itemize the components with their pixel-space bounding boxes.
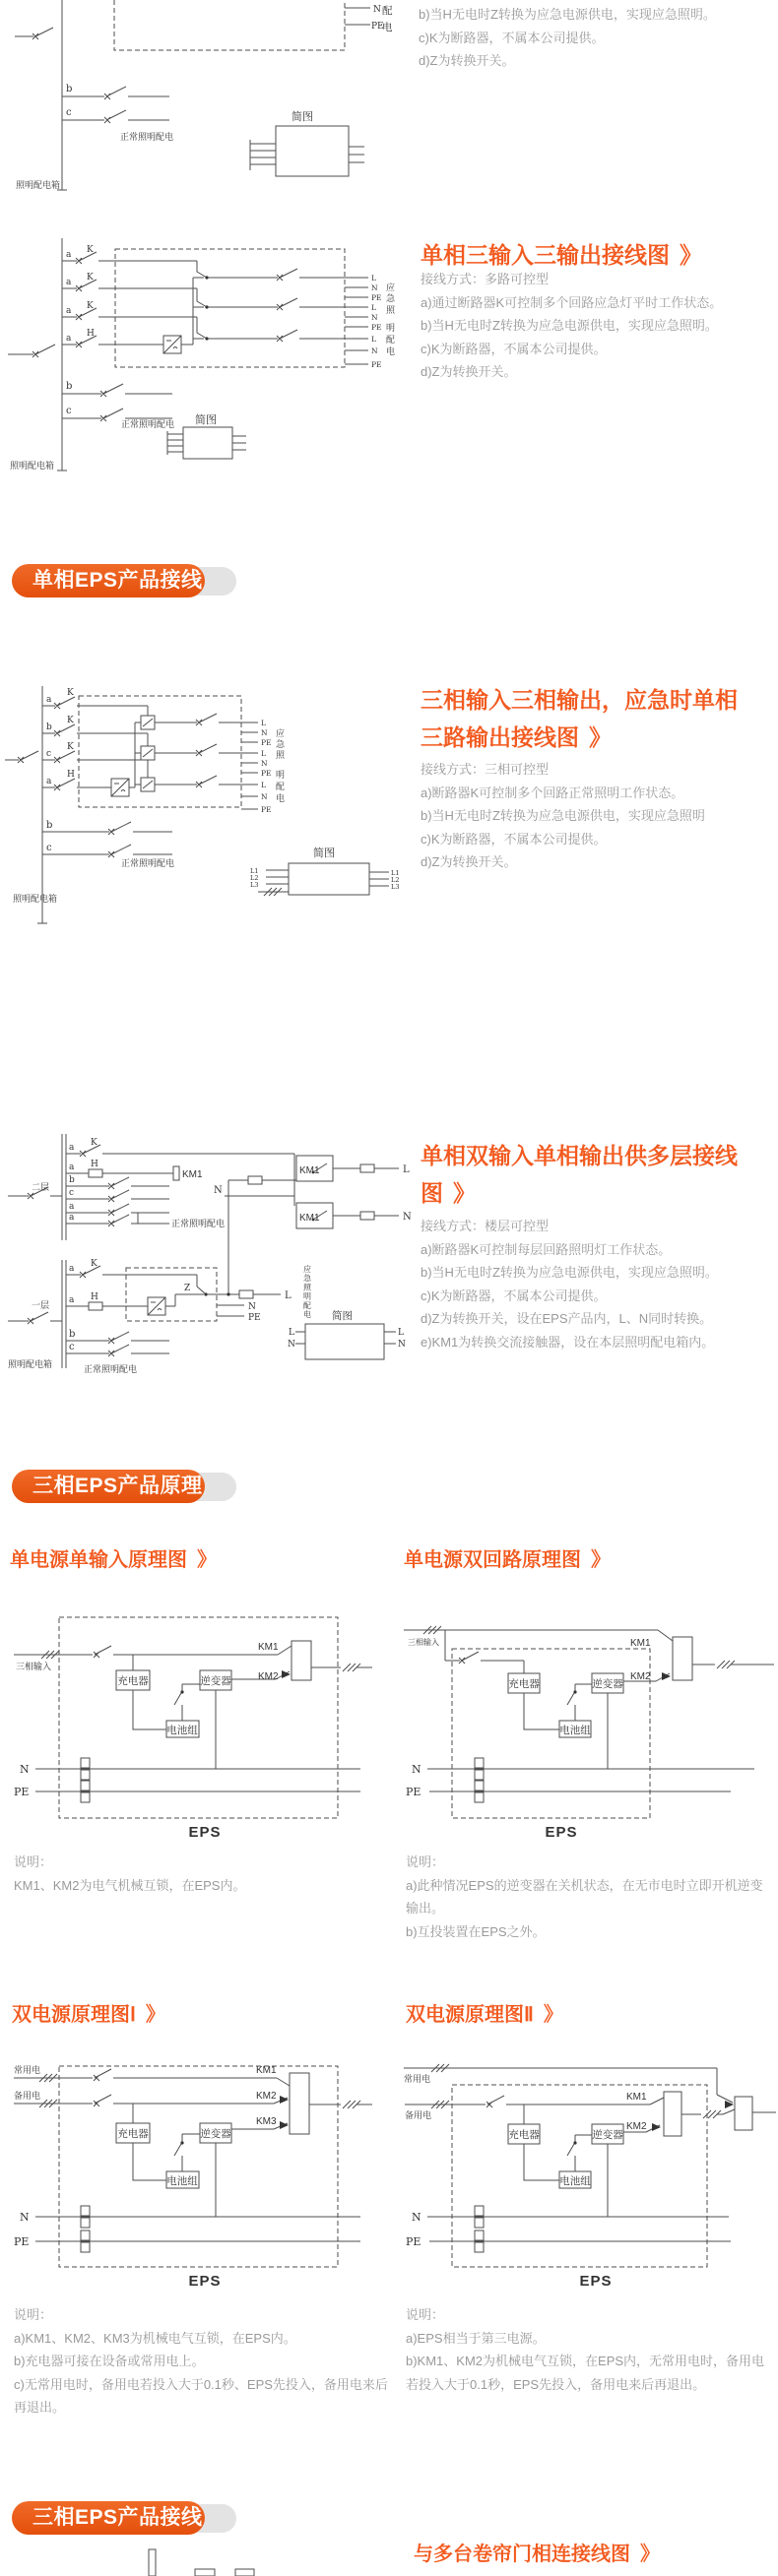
diagram-label: 明 xyxy=(276,770,286,780)
diagram-label: 应 xyxy=(276,728,286,738)
section-notes xyxy=(421,268,775,384)
diagram-single-source-single-input xyxy=(0,1590,394,1846)
diagram-single-source-dual-circuit xyxy=(384,1590,778,1846)
section-title-text: 双电源原理图Ⅱ xyxy=(406,2004,534,2026)
diagram-label: 电 xyxy=(276,793,286,803)
note-head: 说明： xyxy=(14,2307,53,2322)
diagram-label: N xyxy=(412,1763,421,1776)
diagram-label: 三相输入 xyxy=(16,1662,52,1671)
diagram-label: 正常照明配电 xyxy=(171,1219,226,1228)
banner-label: 三相EPS产品接线图 xyxy=(12,2501,205,2535)
section-title xyxy=(421,681,775,756)
diagram-label: 充电器 xyxy=(508,1678,540,1690)
diagram-label: a xyxy=(66,334,72,344)
banner-single-phase-eps xyxy=(12,564,238,625)
diagram-label: PE xyxy=(371,22,384,31)
diagram-label: N xyxy=(371,283,378,292)
diagram-label: K xyxy=(91,1259,97,1269)
diagram-label: a xyxy=(66,278,72,287)
diagram-label: a xyxy=(69,1202,75,1212)
note-line: c)K为断路器，不属本公司提供。 xyxy=(421,341,607,356)
diagram-3phase-in-out-emergency xyxy=(0,679,414,930)
section-title-text: 图 xyxy=(421,1180,443,1206)
chevron-icon: 》 xyxy=(197,1549,215,1571)
note-line: c)K为断路器，不属本公司提供。 xyxy=(421,1288,607,1303)
section-title xyxy=(10,1545,215,1575)
diagram-top-fragment xyxy=(0,0,414,197)
diagram-label: 充电器 xyxy=(508,2129,540,2141)
diagram-roller-door-fragment xyxy=(128,2545,453,2576)
diagram-label: 简图 xyxy=(313,848,335,859)
diagram-label: PE xyxy=(406,1786,421,1798)
diagram-label: b xyxy=(66,84,73,94)
diagram-label: 二层 xyxy=(32,1182,50,1192)
diagram-label: N xyxy=(373,5,381,15)
note-head: 说明： xyxy=(14,1854,53,1869)
diagram-label: EPS xyxy=(188,1824,222,1841)
diagram-label: 逆变器 xyxy=(592,1678,623,1690)
diagram-label: PE xyxy=(371,360,382,369)
diagram-label: c xyxy=(69,1188,75,1198)
diagram-label: PE xyxy=(248,1313,261,1323)
note-line: e)KM1为转换交流接触器，设在本层照明配电箱内。 xyxy=(421,1334,715,1350)
section-title xyxy=(421,1137,775,1212)
note-line: c)无常用电时，备用电若投入大于0.1秒、EPS先投入，备用电来后再退出。 xyxy=(14,2376,388,2415)
diagram-label: 电池组 xyxy=(559,2175,591,2187)
chevron-icon: 》 xyxy=(543,2004,561,2026)
diagram-label: L1 xyxy=(250,867,259,875)
diagram-label: N xyxy=(288,1340,295,1350)
diagram-label: c xyxy=(69,1342,75,1352)
section-title-text: 与多台卷帘门相连接线图 xyxy=(414,2544,630,2565)
diagram-label: KM1 xyxy=(256,2065,277,2076)
diagram-label: H xyxy=(87,329,95,339)
diagram-label: L xyxy=(289,1328,294,1338)
diagram-label: L xyxy=(371,274,376,283)
note-line: a)断路器K可控制多个回路正常照明工作状态。 xyxy=(421,785,684,800)
note-line: d)Z为转换开关。 xyxy=(421,364,517,379)
diagram-label: KM1 xyxy=(626,2092,647,2103)
diagram-label: N xyxy=(398,1340,406,1350)
note-line: d)Z为转换开关，设在EPS产品内，L、N同时转换。 xyxy=(421,1311,713,1326)
diagram-label: H xyxy=(67,770,75,780)
diagram-label: 正常照明配电 xyxy=(121,419,175,429)
note-line: b)当H无电时Z转换为应急电源供电，实现应急照明。 xyxy=(419,7,716,22)
diagram-label: KM2 xyxy=(256,2091,277,2102)
section-notes xyxy=(14,1851,378,1897)
diagram-label: KM2 xyxy=(630,1671,651,1682)
diagram-label: PE xyxy=(406,2235,421,2248)
diagram-label: 备用电 xyxy=(14,2091,41,2101)
section-title-text: 双电源原理图Ⅰ xyxy=(12,2004,136,2026)
note-line: a)KM1、KM2、KM3为机械电气互锁，在EPS内。 xyxy=(14,2330,296,2346)
diagram-label: K xyxy=(67,716,74,725)
diagram-label: KM1 xyxy=(258,1642,279,1653)
diagram-label: 备用电 xyxy=(405,2110,432,2120)
diagram-label: L xyxy=(285,1290,292,1301)
diagram-label: Z xyxy=(184,1284,191,1293)
chevron-icon: 》 xyxy=(680,242,700,268)
note-line: c)K为断路器，不属本公司提供。 xyxy=(419,30,605,45)
diagram-label: 照 xyxy=(386,305,396,315)
note-line: b)互投装置在EPS之外。 xyxy=(406,1923,546,1939)
diagram-dual-input-multi-floor xyxy=(0,1127,414,1378)
banner-3phase-eps-principle xyxy=(12,1470,238,1531)
diagram-label: 配 xyxy=(386,335,396,345)
diagram-label: N xyxy=(214,1185,223,1196)
diagram-label: N xyxy=(261,759,268,768)
diagram-label: 常用电 xyxy=(14,2065,41,2075)
top-notes xyxy=(419,3,773,73)
diagram-label: a xyxy=(46,695,52,705)
diagram-label: KM1 xyxy=(182,1169,203,1180)
diagram-label: N xyxy=(371,346,378,355)
diagram-label: KM1 xyxy=(630,1638,651,1649)
diagram-label: b xyxy=(69,1175,75,1185)
diagram-label: L xyxy=(371,303,376,312)
diagram-label: b xyxy=(69,1329,76,1340)
diagram-label: N xyxy=(248,1302,256,1312)
diagram-label: 正常照明配电 xyxy=(120,132,174,142)
diagram-label: PE xyxy=(371,293,382,302)
note-head: 说明： xyxy=(406,2307,445,2322)
diagram-label: 照明配电箱 xyxy=(13,894,58,904)
note-line: 接线方式：三相可控型 xyxy=(421,762,550,777)
diagram-label: L xyxy=(261,781,266,789)
section-title-text: 单电源双回路原理图 xyxy=(404,1549,581,1571)
diagram-label: a xyxy=(66,250,72,260)
chevron-icon: 》 xyxy=(591,1549,609,1571)
diagram-label: 急 xyxy=(276,739,286,749)
diagram-label: 正常照明配电 xyxy=(84,1364,138,1374)
diagram-label: H xyxy=(91,1292,98,1302)
diagram-label: 照明配电箱 xyxy=(8,1359,53,1369)
note-line: 接线方式：楼层可控型 xyxy=(421,1219,550,1233)
section-title xyxy=(406,2000,561,2030)
diagram-label: L1 xyxy=(391,869,400,877)
note-line: d)Z为转换开关。 xyxy=(419,53,515,68)
diagram-label: a xyxy=(69,1295,75,1305)
diagram-label: L xyxy=(261,719,266,727)
note-line: 接线方式：多路可控型 xyxy=(421,272,550,286)
diagram-label: 充电器 xyxy=(117,1675,149,1687)
diagram-label: 电池组 xyxy=(166,2175,198,2187)
diagram-dual-source-1 xyxy=(0,2038,394,2323)
diagram-label: 电池组 xyxy=(166,1725,198,1736)
note-line: b)KM1、KM2为机械电气互锁，在EPS内，无常用电时，备用电若投入大于0.1秒，EPS先投入，备用电来后再退出。 xyxy=(406,2354,765,2392)
note-head: 说明： xyxy=(406,1854,445,1869)
diagram-label: c xyxy=(66,107,72,118)
section-notes xyxy=(421,1215,777,1353)
diagram-label: EPS xyxy=(579,2273,613,2290)
diagram-label: KM2 xyxy=(258,1671,279,1682)
chevron-icon: 》 xyxy=(145,2004,163,2026)
diagram-label: a xyxy=(69,1213,75,1223)
diagram-label: 简图 xyxy=(292,111,313,123)
diagram-label: K xyxy=(87,301,94,311)
diagram-label: KM3 xyxy=(256,2116,277,2127)
section-title xyxy=(12,2000,163,2030)
diagram-label: N xyxy=(20,2211,30,2224)
diagram-label: PE xyxy=(14,2235,30,2248)
section-title xyxy=(404,1545,609,1575)
chevron-icon: 》 xyxy=(453,1180,474,1206)
diagram-label: 配 xyxy=(382,5,393,17)
diagram-label: PE xyxy=(261,805,272,814)
diagram-label: a xyxy=(66,306,72,316)
diagram-single-phase-3in-3out xyxy=(0,236,414,477)
diagram-label: PE xyxy=(261,769,272,778)
diagram-label: EPS xyxy=(545,1824,578,1841)
note-line: d)Z为转换开关。 xyxy=(421,854,517,869)
diagram-label: L3 xyxy=(391,883,400,891)
note-line: b)当H无电时Z转换为应急电源供电，实现应急照明。 xyxy=(421,1265,718,1280)
note-line: b)充电器可接在设备或常用电上。 xyxy=(14,2354,205,2368)
diagram-label: N xyxy=(20,1763,30,1776)
diagram-label: K xyxy=(67,742,74,752)
diagram-label: H xyxy=(91,1160,98,1169)
note-line: a)通过断路器K可控制多个回路应急灯平时工作状态。 xyxy=(421,294,723,310)
chevron-icon: 》 xyxy=(640,2544,658,2565)
diagram-label: 照明配电箱 xyxy=(16,180,61,190)
section-notes xyxy=(406,1851,768,1943)
banner-label: 三相EPS产品原理图 xyxy=(12,1470,205,1503)
diagram-label: 充电器 xyxy=(117,2128,149,2140)
diagram-label: c xyxy=(66,406,72,416)
banner-label: 单相EPS产品接线图 xyxy=(12,564,205,597)
section-notes xyxy=(14,2303,390,2419)
diagram-label: 明 xyxy=(386,323,396,333)
diagram-label: a xyxy=(69,1264,75,1274)
diagram-label: L xyxy=(403,1164,410,1175)
diagram-label: L xyxy=(371,335,376,344)
note-line: b)当H无电时Z转换为应急电源供电，实现应急照明 xyxy=(421,808,705,823)
note-line: b)当H无电时Z转换为应急电源供电，实现应急照明。 xyxy=(421,318,718,333)
diagram-label: 逆变器 xyxy=(200,1675,231,1687)
diagram-label: PE xyxy=(371,323,382,332)
diagram-label: K xyxy=(91,1138,97,1148)
diagram-label: 配 xyxy=(276,782,286,791)
diagram-label: K xyxy=(67,688,74,698)
diagram-label: b xyxy=(46,723,52,732)
diagram-label: 常用电 xyxy=(404,2074,431,2084)
diagram-label: KM1 xyxy=(299,1213,320,1224)
note-line: KM1、KM2为电气机械互锁，在EPS内。 xyxy=(14,1877,246,1893)
diagram-label: KM2 xyxy=(626,2121,647,2132)
section-title-text: 三路输出接线图 xyxy=(421,724,579,750)
section-notes xyxy=(406,2303,772,2396)
section-title xyxy=(414,2540,658,2569)
diagram-dual-source-2 xyxy=(384,2038,778,2323)
diagram-label: 应 xyxy=(386,283,396,292)
diagram-label: 照明配电箱 xyxy=(10,461,55,471)
diagram-label: EPS xyxy=(188,2273,222,2290)
section-title-text: 单相双输入单相输出供多层接线 xyxy=(421,1143,738,1168)
diagram-label: 正常照明配电 xyxy=(121,858,175,868)
section-notes xyxy=(421,758,777,874)
diagram-label: a xyxy=(46,777,52,786)
diagram-label: N xyxy=(412,2211,421,2224)
diagram-label: 电池组 xyxy=(559,1725,591,1736)
diagram-label: 三相输入 xyxy=(408,1638,439,1647)
section-title-text: 三相输入三相输出，应急时单相 xyxy=(421,687,738,713)
diagram-label: 照 xyxy=(276,750,286,760)
diagram-label: 电 xyxy=(386,346,396,356)
diagram-label: a xyxy=(69,1143,75,1153)
diagram-label: b xyxy=(66,381,73,392)
diagram-label: 逆变器 xyxy=(200,2128,231,2140)
diagram-label: 简图 xyxy=(332,1310,353,1322)
note-line: a)EPS相当于第三电源。 xyxy=(406,2330,546,2346)
note-line: c)K为断路器，不属本公司提供。 xyxy=(421,831,607,847)
diagram-label: K xyxy=(87,245,94,255)
diagram-label: N xyxy=(261,728,268,737)
diagram-label: L2 xyxy=(250,874,259,882)
diagram-label: L2 xyxy=(391,876,400,884)
diagram-label: N xyxy=(261,792,268,801)
diagram-label: L3 xyxy=(250,881,259,889)
diagram-label: 逆变器 xyxy=(592,2129,623,2141)
note-line: a)断路器K可控制每层回路照明灯工作状态。 xyxy=(421,1241,672,1257)
diagram-label: 急 xyxy=(386,293,396,303)
note-line: a)此种情况EPS的逆变器在关机状态，在无市电时立即开机逆变输出。 xyxy=(406,1877,763,1916)
diagram-label: c xyxy=(46,749,52,759)
diagram-label: 电 xyxy=(382,22,393,33)
diagram-label: 简图 xyxy=(195,414,217,426)
diagram-label: PE xyxy=(261,738,272,747)
diagram-label: 一层 xyxy=(32,1300,50,1310)
diagram-label: KM1 xyxy=(299,1165,320,1176)
diagram-label: b xyxy=(46,820,53,831)
diagram-label: N xyxy=(403,1212,412,1223)
diagram-label: a xyxy=(69,1162,75,1172)
diagram-label: c xyxy=(46,843,52,853)
diagram-label: PE xyxy=(14,1786,30,1798)
diagram-label: L xyxy=(398,1328,404,1338)
diagram-label: N xyxy=(371,313,378,322)
diagram-label: L xyxy=(261,749,266,758)
diagram-label: K xyxy=(87,273,94,283)
banner-3phase-eps-wiring xyxy=(12,2501,238,2562)
chevron-icon: 》 xyxy=(589,724,610,750)
section-title-text: 单相三输入三输出接线图 xyxy=(421,242,670,268)
section-title-text: 单电源单输入原理图 xyxy=(10,1549,187,1571)
diagram-label-vertical: 应急照明配电 xyxy=(303,1265,311,1319)
